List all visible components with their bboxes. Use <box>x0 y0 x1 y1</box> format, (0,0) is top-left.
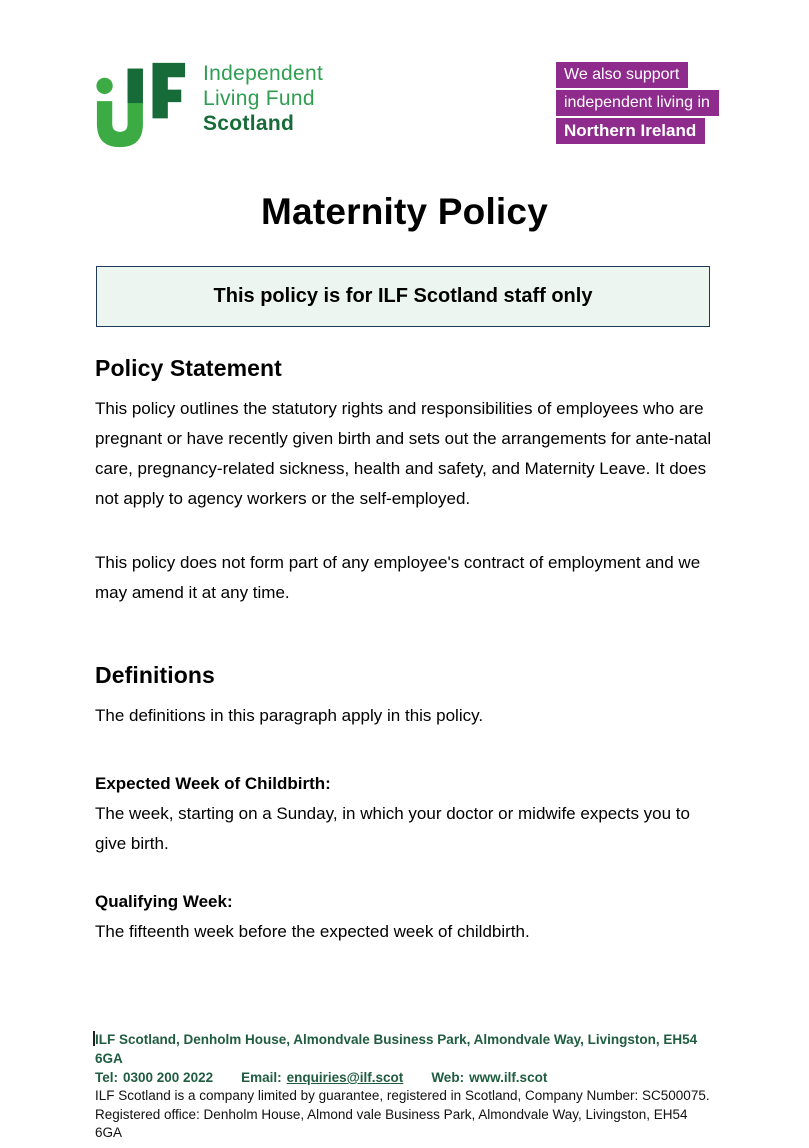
definition-text-qualifying-week: The fifteenth week before the expected week of childbirth. <box>95 922 530 941</box>
badge-line-northern-ireland: Northern Ireland <box>556 118 705 144</box>
definitions-intro: The definitions in this paragraph apply in this policy. <box>95 706 484 725</box>
definition-term-qualifying-week: Qualifying Week: <box>95 892 233 911</box>
policy-statement-paragraph-1: This policy outlines the statutory rights and responsibilities of employees who are pregnant or have recently given birth and sets out the arrangements for ante-natal care, pregnancy-related sickness, health and safety, and Maternity Leave. It does not apply to agency workers or the self-employed. <box>95 399 712 508</box>
badge-line-we-also-support: We also support <box>556 62 688 88</box>
staff-only-notice-text: This policy is for ILF Scotland staff only <box>213 285 593 307</box>
page-title: Maternity Policy <box>261 191 548 232</box>
footer-registered-office: Registered office: Denholm House, Almond vale Business Park, Almondvale Way, Livingston, EH54 6GA <box>95 1106 688 1140</box>
heading-policy-statement: Policy Statement <box>95 355 282 381</box>
document-footer <box>95 1030 715 1143</box>
footer-web <box>431 1068 547 1087</box>
document-body <box>95 355 713 947</box>
footer-tel <box>95 1068 213 1087</box>
heading-definitions: Definitions <box>95 662 215 688</box>
footer-tel-label: Tel: <box>95 1070 118 1085</box>
footer-tel-value: 0300 200 2022 <box>123 1070 214 1085</box>
definition-term-expected-week: Expected Week of Childbirth: <box>95 774 331 793</box>
logo-wordmark <box>203 57 323 136</box>
footer-address: ILF Scotland, Denholm House, Almondvale Business Park, Almondvale Way, Livingston, EH54 6GA <box>95 1032 698 1066</box>
ilf-logo-mark-icon <box>95 57 187 153</box>
footer-contact-line <box>95 1068 715 1087</box>
footer-web-value: www.ilf.scot <box>469 1070 548 1085</box>
text-caret <box>93 1031 95 1046</box>
policy-statement-paragraph-2: This policy does not form part of any employee's contract of employment and we may amend it at any time. <box>95 553 701 602</box>
definition-text-expected-week: The week, starting on a Sunday, in which your doctor or midwife expects you to give birth. <box>95 804 690 853</box>
logo-word-living-fund: Living Fund <box>203 87 315 110</box>
footer-company-info: ILF Scotland is a company limited by guarantee, registered in Scotland, Company Number: SC500075. <box>95 1088 710 1103</box>
logo-word-independent: Independent <box>203 62 324 85</box>
footer-email-label: Email: <box>241 1070 282 1085</box>
staff-only-notice-box <box>96 266 710 327</box>
footer-web-label: Web: <box>431 1070 465 1085</box>
email-link[interactable]: enquiries@ilf.scot <box>286 1070 404 1085</box>
definition-expected-week <box>95 769 713 859</box>
footer-email <box>241 1068 403 1087</box>
badge-line-independent-living-in: independent living in <box>556 90 719 116</box>
ilf-scotland-logo <box>95 57 323 153</box>
definition-qualifying-week <box>95 887 713 947</box>
northern-ireland-support-badge <box>556 62 719 144</box>
logo-word-scotland: Scotland <box>203 112 295 135</box>
